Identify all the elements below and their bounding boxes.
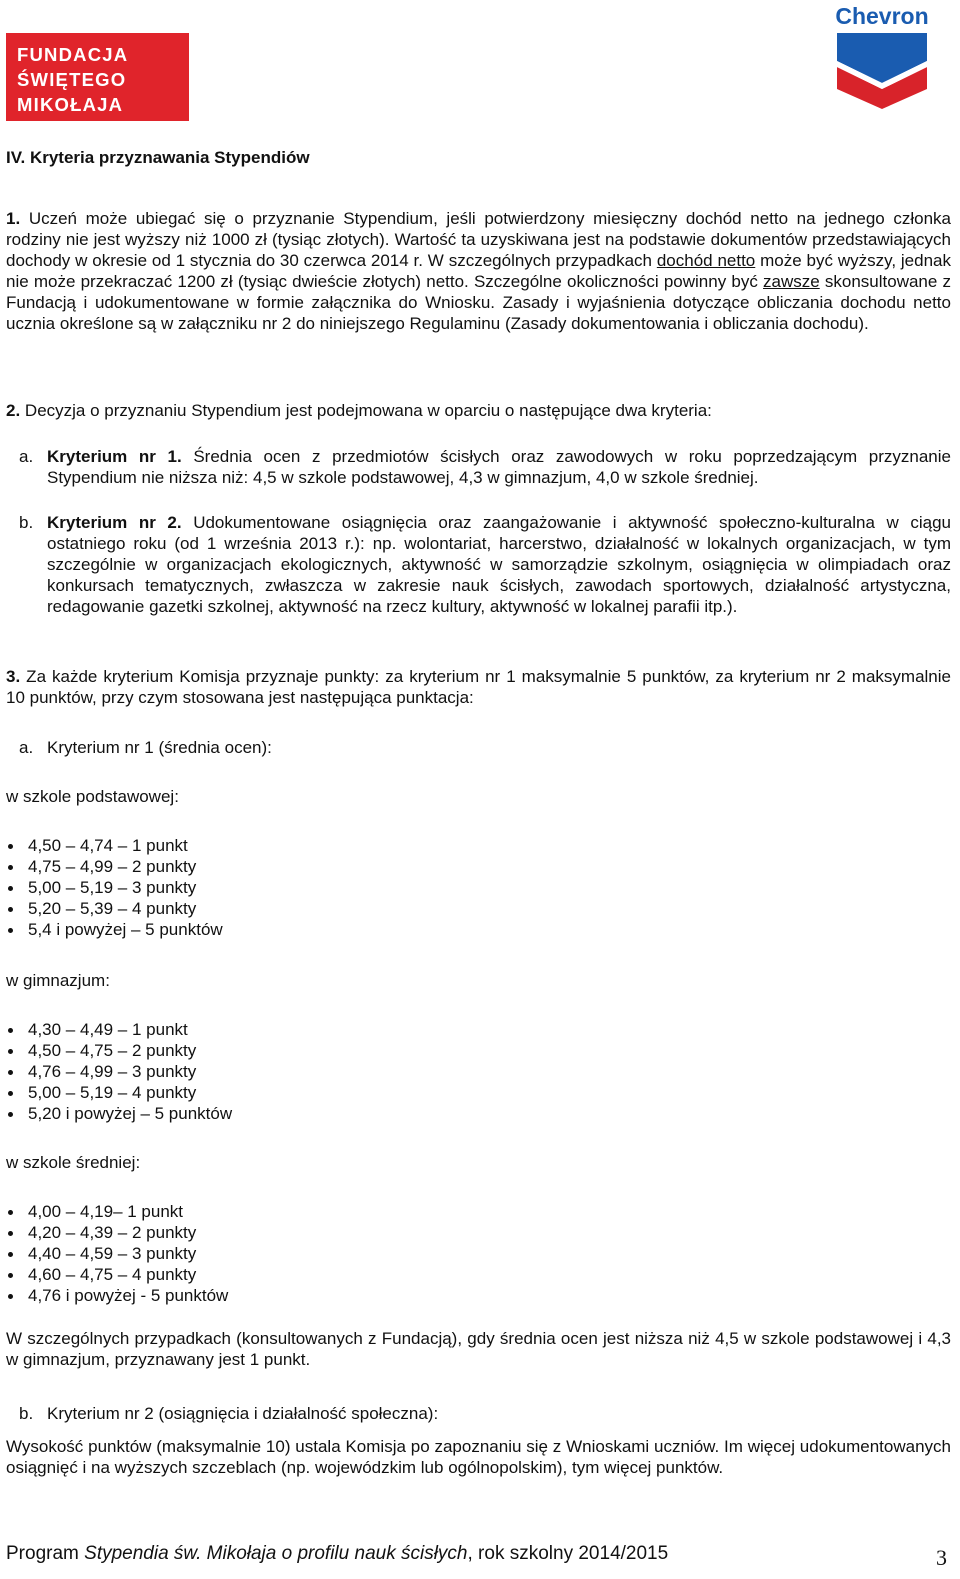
criterion-1-label: a. [19, 447, 34, 466]
list-item: 4,50 – 4,74 – 1 punkt [6, 835, 223, 856]
scoring-criterion-1-label: a. [19, 738, 34, 757]
chevron-shield-icon [835, 31, 929, 111]
footer-program-name: Stypendia św. Mikołaja o profilu nauk ścisłych [84, 1543, 468, 1564]
scoring-criterion-1-text: Kryterium nr 1 (średnia ocen): [47, 738, 272, 757]
fundacja-logo [6, 33, 189, 121]
paragraph-2-number: 2. [6, 401, 21, 420]
fundacja-logo-line-2: ŚWIĘTEGO [17, 69, 127, 90]
list-item: 4,30 – 4,49 – 1 punkt [6, 1019, 232, 1040]
paragraph-3-text: Za każde kryterium Komisja przyznaje punkty: za kryterium nr 1 maksymalnie 5 punktów, za kryterium nr 2 maksymalnie 10 punktów, przy czym stosowana jest następująca punktacja: [6, 667, 951, 708]
footer-prefix: Program [6, 1543, 85, 1564]
primary-school-heading: w szkole podstawowej: [6, 787, 179, 806]
fundacja-logo-line-1: FUNDACJA [17, 44, 129, 65]
list-item: 5,20 i powyżej – 5 punktów [6, 1103, 232, 1124]
list-item: 4,50 – 4,75 – 2 punkty [6, 1040, 232, 1061]
criterion-1-text: Średnia ocen z przedmiotów ścisłych oraz zawodowych w roku poprzedzającym przyznanie Stypendium nie niższa niż: 4,5 w szkole podstawowej, 4,3 w gimnazjum, 4,0 w szkole średniej. [47, 447, 951, 488]
list-item: 5,00 – 5,19 – 4 punkty [6, 1082, 232, 1103]
list-item: 4,20 – 4,39 – 2 punkty [6, 1222, 228, 1243]
middle-school-heading: w gimnazjum: [6, 971, 110, 990]
middle-school-list [6, 1019, 232, 1124]
special-cases-note: W szczególnych przypadkach (konsultowanych z Fundacją), gdy średnia ocen jest niższa niż 4,5 w szkole podstawowej i 4,3 w gimnazjum, przyznawany jest 1 punkt. [6, 1329, 951, 1370]
paragraph-2-text: Decyzja o przyznaniu Stypendium jest podejmowana w oparciu o następujące dwa kryteria: [20, 401, 712, 420]
scoring-criterion-1 [19, 737, 951, 758]
paragraph-1-underline-1: dochód netto [656, 251, 756, 271]
paragraph-1-text-c: skonsultowane z Fundacją i udokumentowane w formie załącznika do Wniosku. Zasady i wyjaśnienia dotyczące obliczania dochodu netto ucznia określone są w załączniku nr 2 do niniejszego Regulaminu (Zasady dokumentowania i obliczania dochodu). [6, 272, 952, 334]
fundacja-logo-line-3: MIKOŁAJA [17, 94, 124, 115]
footer-suffix: , rok szkolny 2014/2015 [467, 1543, 669, 1564]
list-item: 4,76 – 4,99 – 3 punkty [6, 1061, 232, 1082]
list-item: 5,4 i powyżej – 5 punktów [6, 919, 223, 940]
page-footer [6, 1543, 668, 1565]
criterion-2-label: b. [19, 513, 34, 532]
paragraph-3 [6, 666, 951, 708]
criterion-1 [19, 446, 951, 488]
paragraph-1-underline-2: zawsze [763, 272, 820, 292]
chevron-logo-text: Chevron [835, 3, 929, 29]
primary-school-list [6, 835, 223, 940]
list-item: 4,75 – 4,99 – 2 punkty [6, 856, 223, 877]
list-item: 5,00 – 5,19 – 3 punkty [6, 877, 223, 898]
criterion-2-text: Udokumentowane osiągnięcia oraz zaangażowanie i aktywność społeczno-kulturalna w ciągu ostatniego roku (od 1 września 2013 r.): np. wolontariat, harcerstwo, działalność w lokalnych organizacjach, w tym szczególnie w organizacjach ekologicznych, aktywność w samorządzie szkolnym, osiągnięcia w olimpiadach oraz konkursach tematycznych, zwłaszcza w zakresie nauk ścisłych, zawodach sportowych, działalność artystyczna, redagowanie gazetki szkolnej, aktywność na rzecz kultury, aktywność w lokalnej parafii itp.). [47, 513, 951, 617]
paragraph-1-text-a: Uczeń może ubiegać się o przyznanie Stypendium, jeśli potwierdzony miesięczny dochód netto na jednego członka rodziny nie jest wyższy niż 1000 zł (tysiąc złotych). Wartość ta uzyskiwana jest na podstawie dokumentów przedstawiających dochody w okresie od 1 stycznia do 30 czerwca 2014 r. W szczególnych przypadkach [6, 209, 951, 271]
list-item: 4,40 – 4,59 – 3 punkty [6, 1243, 228, 1264]
list-item: 4,60 – 4,75 – 4 punkty [6, 1264, 228, 1285]
criterion-2 [19, 512, 951, 617]
criterion-2-title: Kryterium nr 2. [47, 513, 182, 532]
scoring-criterion-2-text: Kryterium nr 2 (osiągnięcia i działalność społeczna): [47, 1404, 439, 1423]
list-item: 4,00 – 4,19– 1 punkt [6, 1201, 228, 1222]
page-number: 3 [936, 1545, 947, 1570]
list-item: 4,76 i powyżej - 5 punktów [6, 1285, 228, 1306]
paragraph-1-text-b: może być wyższy, jednak nie może przekraczać 1200 zł (tysiąc dwieście złotych) netto. Szczególne okoliczności powinny być [6, 251, 951, 292]
paragraph-3-number: 3. [6, 667, 21, 686]
chevron-logo [832, 3, 932, 111]
section-title: IV. Kryteria przyznawania Stypendiów [6, 148, 310, 167]
criterion-1-title: Kryterium nr 1. [47, 447, 182, 466]
scoring-criterion-2-label: b. [19, 1404, 34, 1423]
scoring-criterion-2 [19, 1403, 951, 1424]
paragraph-2 [6, 400, 951, 421]
high-school-list [6, 1201, 228, 1306]
paragraph-1 [6, 208, 951, 335]
paragraph-1-number: 1. [6, 209, 21, 228]
list-item: 5,20 – 5,39 – 4 punkty [6, 898, 223, 919]
points-note: Wysokość punktów (maksymalnie 10) ustala Komisja po zapoznaniu się z Wnioskami uczniów. Im więcej udokumentowanych osiągnięć i na wyższych szczeblach (np. wojewódzkim lub ogólnopolskim), tym więcej punktów. [6, 1437, 951, 1478]
high-school-heading: w szkole średniej: [6, 1153, 141, 1172]
